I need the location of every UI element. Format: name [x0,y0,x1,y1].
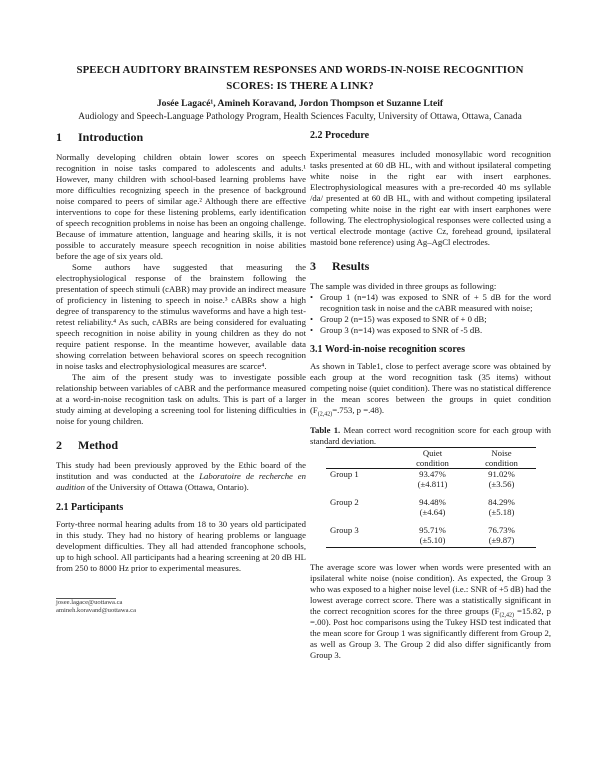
word-noise-paragraph [310,361,551,416]
table-cell-noise-sd: (±5.18) [488,507,515,517]
table-label: Table 1. [310,425,341,435]
title-line-1: SPEECH AUDITORY BRAINSTEM RESPONSES AND WORDS-IN-NOISE RECOGNITION [76,64,524,76]
table-row [326,507,536,517]
table-cell-group: Group 3 [330,525,359,535]
table-header-empty [326,458,398,469]
table-cell-noise: 76.73% [488,525,515,535]
df-subscript: (2,42) [499,612,515,619]
method-text: This study had been previously approved by the Ethic board of the institution and was conducted at the [56,460,306,481]
affiliation: Audiology and Speech-Language Pathology Program, Health Sciences Faculty, University of Ottawa, Ottawa, Canada [78,112,522,122]
table-cell-noise-sd: (±3.56) [488,479,515,489]
subsection-heading-participants: 2.1 Participants [56,502,124,513]
table-cell-empty [326,535,398,548]
table-header-quiet-sub: condition [398,458,467,469]
table-cell-empty [326,479,398,489]
table-header-quiet: Quiet [398,448,467,459]
title-line-2: SCORES: IS THERE A LINK? [226,80,374,92]
intro-paragraph-1: Normally developing children obtain lower scores on speech recognition in noise tasks compared to adolescents and adults.¹ However, many children with school-based learning problems have more difficulties recognizing speech in the presence of background noise compared to peers of similar age.² Although there are effective interventions to cope for these listening problems, early identification of speech recognition problems in noise has been an ongoing challenge. Because of immature attention, language and hearing skills, it is not possible to accurately measure speech recognition in noise abilities before the age of six years old. [56,152,306,261]
paragraph-text: As shown in Table1, close to perfect average score was obtained by each group at the word recognition task (35 items) without competing noise (quiet condition). There was no statistical difference in the mean scores between the groups in quiet condition (F [310,361,551,415]
results-table [326,447,536,548]
df-subscript: (2,42) [317,411,333,418]
noise-results-paragraph [310,562,551,661]
table-header-row [326,448,536,459]
lab-name: Laboratoire de recherche en audition [56,471,306,492]
table-row [326,535,536,548]
table-header-noise: Noise [467,448,536,459]
section-number: 1 [56,130,62,144]
table-cell-noise: 91.02% [488,469,515,479]
table-cell-quiet: 95.71% [419,525,446,535]
section-title: Introduction [78,130,144,144]
section-number: 3 [310,259,316,273]
table-header-empty [326,448,398,459]
footnote-email-2: amineh.koravand@uottawa.ca [56,607,137,614]
table-row [326,517,536,525]
table-cell-quiet-sd: (±4.811) [417,479,448,489]
table-cell-quiet-sd: (±5.10) [398,535,467,548]
footnote-email-1: josee.lagace@uottawa.ca [56,599,123,606]
paragraph-text: =15.82, p =.00). Post hoc comparisons using the Tukey HSD test indicated that the mean score for Group 1 was significantly different from Group 2, as well as Group 3. The Group 2 did also differ significantly from Group 3. [310,606,552,660]
list-item: • Group 1 (n=14) was exposed to SNR of + 5 dB for the word recognition task in noise and the cABR measured with noise; [310,292,551,314]
table-row [326,469,536,480]
section-heading-results [310,259,551,274]
section-title: Results [332,259,370,273]
subsection-heading-word-in-noise: 3.1 Word-in-noise recognition scores [310,344,465,355]
results-intro: The sample was divided in three groups as following: [310,281,497,291]
table-row [326,489,536,497]
procedure-paragraph: Experimental measures included monosyllabic word recognition tasks presented at 60 dB HL, with and without ipsilateral competing white noise in the right ear with insert earphones. Electrophysiological measures with a pre-recorded 40 ms syllable /da/ presented at 60 dB HL, with and without competing ipsilateral competing white noise in the right ear with insert earphones were following. The electrophysiological responses were collected using a vertical electrode montage (active Cz, forehead ground, ipsilateral mastoid bone reference) using Ag–AgCl electrodes. [310,149,551,247]
row-spacer [326,489,536,497]
table-cell-quiet: 94.48% [419,497,446,507]
table-cell-noise: 84.29% [488,497,515,507]
right-column [310,130,551,661]
list-item: • Group 3 (n=14) was exposed to SNR of -5 dB. [310,325,551,336]
table-cell-group: Group 1 [330,469,359,479]
section-heading-method [56,438,306,453]
table-cell-quiet-sd: (±4.64) [419,507,446,517]
table-cell-quiet: 93.47% [419,469,446,479]
author-list: Josée Lagacé¹, Amineh Koravand, Jordon Thompson et Suzanne Lteif [156,98,444,109]
participants-paragraph: Forty-three normal hearing adults from 18 to 30 years old participated in this study. They had no history of hearing problems or language development difficulties. They all had attended francophone schools, up to high school. All participants had a hearing screening at 20 dB HL from 250 to 8000 Hz prior to experimental measures. [56,519,306,573]
table-header-noise-sub: condition [467,458,536,469]
table-row [326,497,536,507]
method-text: of the University of Ottawa (Ottawa, Ontario). [84,482,249,492]
paragraph-text: =.753, p =.48). [332,405,385,415]
section-heading-introduction [56,130,306,145]
method-paragraph [56,460,306,493]
table-cell-empty [326,507,398,517]
table-row [326,525,536,535]
table-row [326,479,536,489]
list-item: • Group 2 (n=15) was exposed to SNR of + 0 dB; [310,314,551,325]
section-title: Method [78,438,118,452]
caption-text: Mean correct word recognition score for each group with standard deviation. [310,425,551,446]
intro-paragraph-2: Some authors have suggested that measuring the electrophysiological response of the brainstem following the presentation of speech stimuli (cABR) may provide an indirect measure of proficiency in listening to speech in noise.³ cABRs show a high degree of transparency to the stimulus waveforms and have a high test-retest reliability.⁴ As such, cABRs are being considered for evaluating speech recognition in noise ability in young children as they do not require patient response. In the meantime however, available data showing correlation between behavioral scores on speech recognition in noise tasks and electrophysiological measures are scarce⁴. [56,262,306,371]
table-cell-group: Group 2 [330,497,359,507]
row-spacer [326,517,536,525]
intro-paragraph-3: The aim of the present study was to investigate possible relationship between variables of cABR and the performance measured at a word-in-noise recognition task on adults. This is part of a larger study aiming at developing a screening tool for listening difficulties in noise for young children. [56,372,306,426]
table-cell-noise-sd: (±9.87) [467,535,536,548]
section-number: 2 [56,438,62,452]
paper-title [60,62,540,94]
left-column [56,130,306,615]
group-list [310,292,551,336]
table-caption [310,425,551,447]
table-header-row [326,458,536,469]
subsection-heading-procedure: 2.2 Procedure [310,130,370,141]
paragraph-text: The average score was lower when words were presented with an ipsilateral white noise (noise condition). As expected, the Group 3 who was exposed to a higher noise level (i.e.: SNR of +5 dB) had the lowest average correct score. There was a statistically significant in the correct recognition scores for the three groups (F [310,562,551,616]
